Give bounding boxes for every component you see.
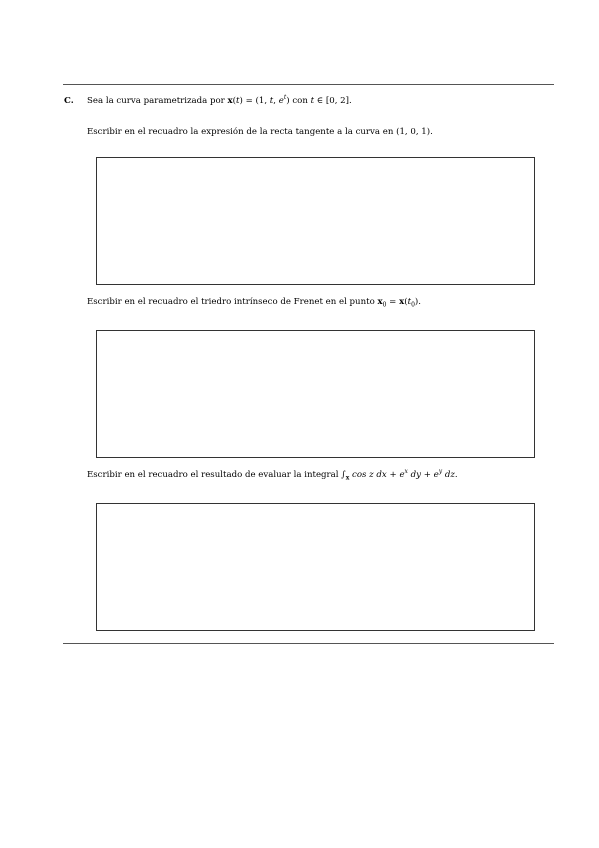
problem-label: C. — [64, 96, 74, 106]
question-1-text: Escribir en el recuadro la expresión de la recta tangente a la curva en (1, 0, 1). — [87, 127, 433, 137]
answer-box-2[interactable] — [96, 330, 535, 458]
answer-box-1[interactable] — [96, 157, 535, 285]
bottom-rule — [63, 643, 554, 644]
top-rule — [63, 84, 554, 85]
question-2-text: Escribir en el recuadro el triedro intrínseco de Frenet en el punto $x_0 = x(t_0)$. — [87, 297, 421, 309]
answer-box-3[interactable] — [96, 503, 535, 631]
question-3-text: Escribir en el recuadro el resultado de evaluar la integral $\int_x$ cos z dx + $e^x$ dy + $e^y$ dz. — [87, 468, 458, 482]
problem-statement: C. Sea la curva parametrizada por x(t) = (1, t, $e^t$) con t ∈ [0, 2]. — [64, 94, 352, 106]
integral-sign: ∫ — [341, 470, 346, 480]
